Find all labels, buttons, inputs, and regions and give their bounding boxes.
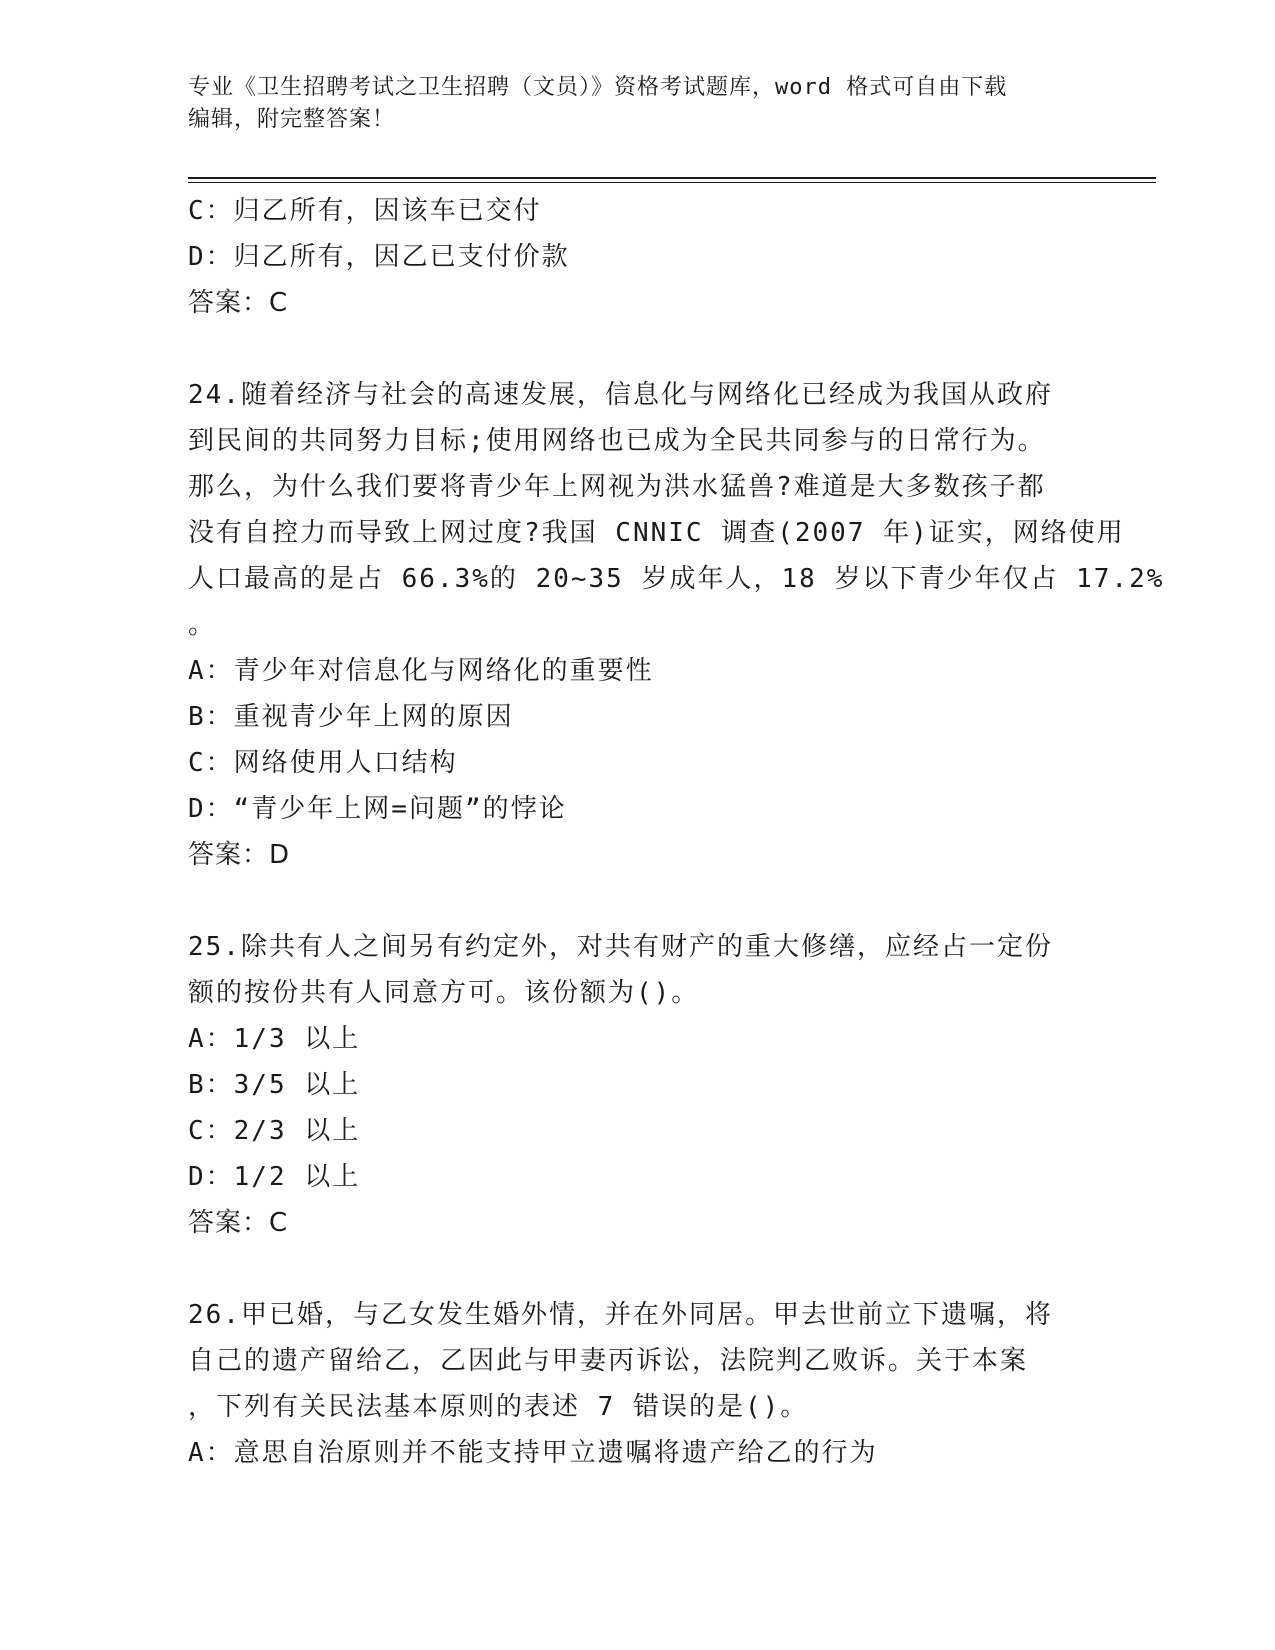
question-stem-line: 。	[188, 610, 217, 640]
question-stem-line: ，下列有关民法基本原则的表述 7 错误的是()。	[188, 1392, 809, 1422]
document-body	[188, 188, 1165, 1476]
answer: 答案：C	[188, 1208, 289, 1238]
header-line-1: 专业《卫生招聘考试之卫生招聘（文员）》资格考试题库，word 格式可自由下载	[188, 75, 1008, 100]
option-d: D：1/2 以上	[188, 1162, 361, 1192]
question-stem-line: 没有自控力而导致上网过度?我国 CNNIC 调查(2007 年)证实，网络使用	[188, 518, 1125, 548]
header-line-2: 编辑，附完整答案！	[188, 107, 396, 132]
question-stem-line: 24.随着经济与社会的高速发展，信息化与网络化已经成为我国从政府	[188, 380, 1053, 410]
question-26	[188, 1292, 1088, 1476]
document-header	[188, 72, 1088, 136]
option-a: A：1/3 以上	[188, 1024, 361, 1054]
question-stem-line: 25.除共有人之间另有约定外，对共有财产的重大修缮，应经占一定份	[188, 932, 1053, 962]
question-24	[188, 372, 1165, 878]
option-d: D：“青少年上网=问题”的悖论	[188, 794, 567, 824]
option-d: D：归乙所有，因乙已支付价款	[188, 242, 570, 272]
option-c: C：2/3 以上	[188, 1116, 361, 1146]
question-stem-line: 额的按份共有人同意方可。该份额为()。	[188, 978, 700, 1008]
option-c: C：归乙所有，因该车已交付	[188, 196, 542, 226]
question-23	[188, 188, 1088, 326]
option-a: A：意思自治原则并不能支持甲立遗嘱将遗产给乙的行为	[188, 1438, 878, 1468]
question-stem-line: 26.甲已婚，与乙女发生婚外情，并在外同居。甲去世前立下遗嘱，将	[188, 1300, 1053, 1330]
answer: 答案：C	[188, 288, 289, 318]
header-rule-thin	[188, 182, 1156, 183]
question-25	[188, 924, 1088, 1246]
header-rule-thick	[188, 177, 1156, 179]
option-b: B：3/5 以上	[188, 1070, 361, 1100]
question-stem-line: 那么，为什么我们要将青少年上网视为洪水猛兽?难道是大多数孩子都	[188, 472, 1046, 502]
option-a: A：青少年对信息化与网络化的重要性	[188, 656, 654, 686]
question-stem-line: 人口最高的是占 66.3%的 20~35 岁成年人，18 岁以下青少年仅占 17.2%	[188, 564, 1165, 594]
answer: 答案：D	[188, 840, 291, 870]
option-b: B：重视青少年上网的原因	[188, 702, 514, 732]
option-c: C：网络使用人口结构	[188, 748, 458, 778]
question-stem-line: 自己的遗产留给乙，乙因此与甲妻丙诉讼，法院判乙败诉。关于本案	[188, 1346, 1029, 1376]
question-stem-line: 到民间的共同努力目标;使用网络也已成为全民共同参与的日常行为。	[188, 426, 1046, 456]
